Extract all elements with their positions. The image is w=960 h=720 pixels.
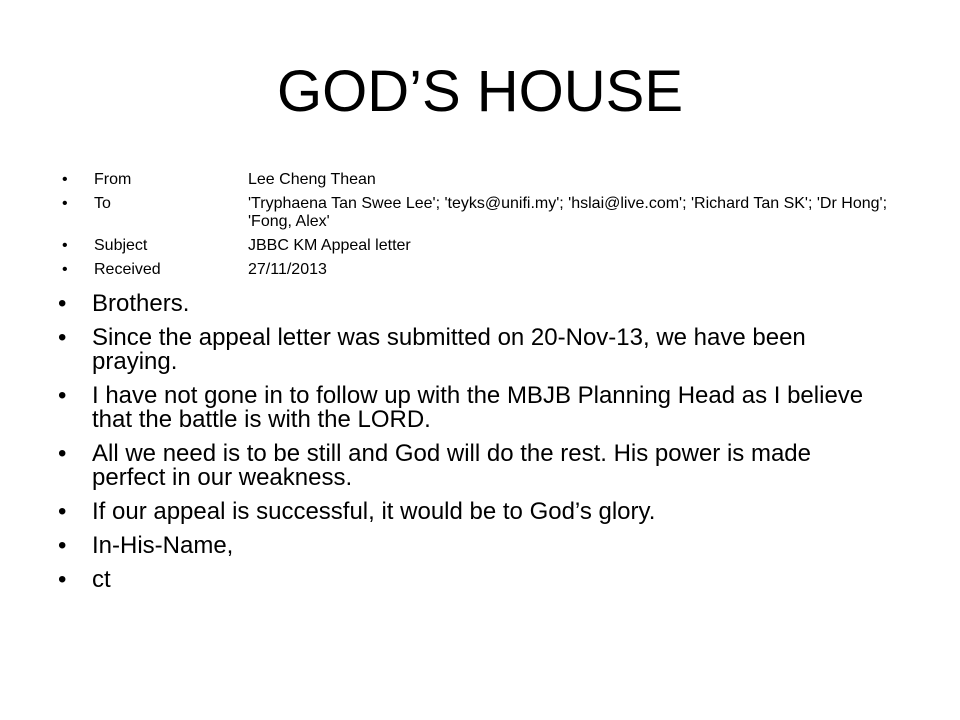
body-paragraph <box>0 500 882 524</box>
bullet-icon: • <box>58 498 67 525</box>
meta-label-received: Received <box>94 261 161 278</box>
meta-received <box>0 261 888 279</box>
meta-subject <box>0 237 888 255</box>
bullet-icon: • <box>58 566 67 593</box>
bullet-icon: • <box>62 171 68 188</box>
meta-label-subject: Subject <box>94 237 148 254</box>
body-paragraph <box>0 326 882 374</box>
meta-value-received: 27/11/2013 <box>248 261 327 278</box>
body-text: Brothers. <box>92 290 190 317</box>
body-text: In-His-Name, <box>92 532 234 559</box>
meta-value-to: 'Tryphaena Tan Swee Lee'; 'teyks@unifi.my'; 'hslai@live.com'; 'Richard Tan SK'; 'Dr Hong'; 'Fong, Alex' <box>248 195 888 230</box>
body-paragraph <box>0 384 882 432</box>
body-paragraph <box>0 534 882 558</box>
bullet-icon: • <box>58 382 67 409</box>
body-paragraph <box>0 568 882 592</box>
meta-from <box>0 171 888 189</box>
bullet-icon: • <box>62 261 68 278</box>
meta-label-to: To <box>94 195 111 212</box>
bullet-icon: • <box>58 440 67 467</box>
body-paragraph <box>0 292 882 316</box>
bullet-icon: • <box>62 195 68 212</box>
email-metadata-list <box>0 171 888 285</box>
meta-label-from: From <box>94 171 132 188</box>
body-text: If our appeal is successful, it would be to God’s glory. <box>92 498 656 525</box>
bullet-icon: • <box>58 324 67 351</box>
body-text: All we need is to be still and God will do the rest. His power is made perfect in our weakness. <box>92 440 812 491</box>
bullet-icon: • <box>58 290 67 317</box>
body-text: ct <box>92 566 111 593</box>
body-text: I have not gone in to follow up with the MBJB Planning Head as I believe that the battle is with the LORD. <box>92 382 864 433</box>
body-text: Since the appeal letter was submitted on 20-Nov-13, we have been praying. <box>92 324 806 375</box>
slide-title: GOD’S HOUSE <box>276 59 684 124</box>
bullet-icon: • <box>58 532 67 559</box>
meta-value-subject: JBBC KM Appeal letter <box>248 237 411 254</box>
meta-to <box>0 195 888 231</box>
message-body-list <box>0 292 882 602</box>
bullet-icon: • <box>62 237 68 254</box>
body-paragraph <box>0 442 882 490</box>
meta-value-from: Lee Cheng Thean <box>248 171 376 188</box>
